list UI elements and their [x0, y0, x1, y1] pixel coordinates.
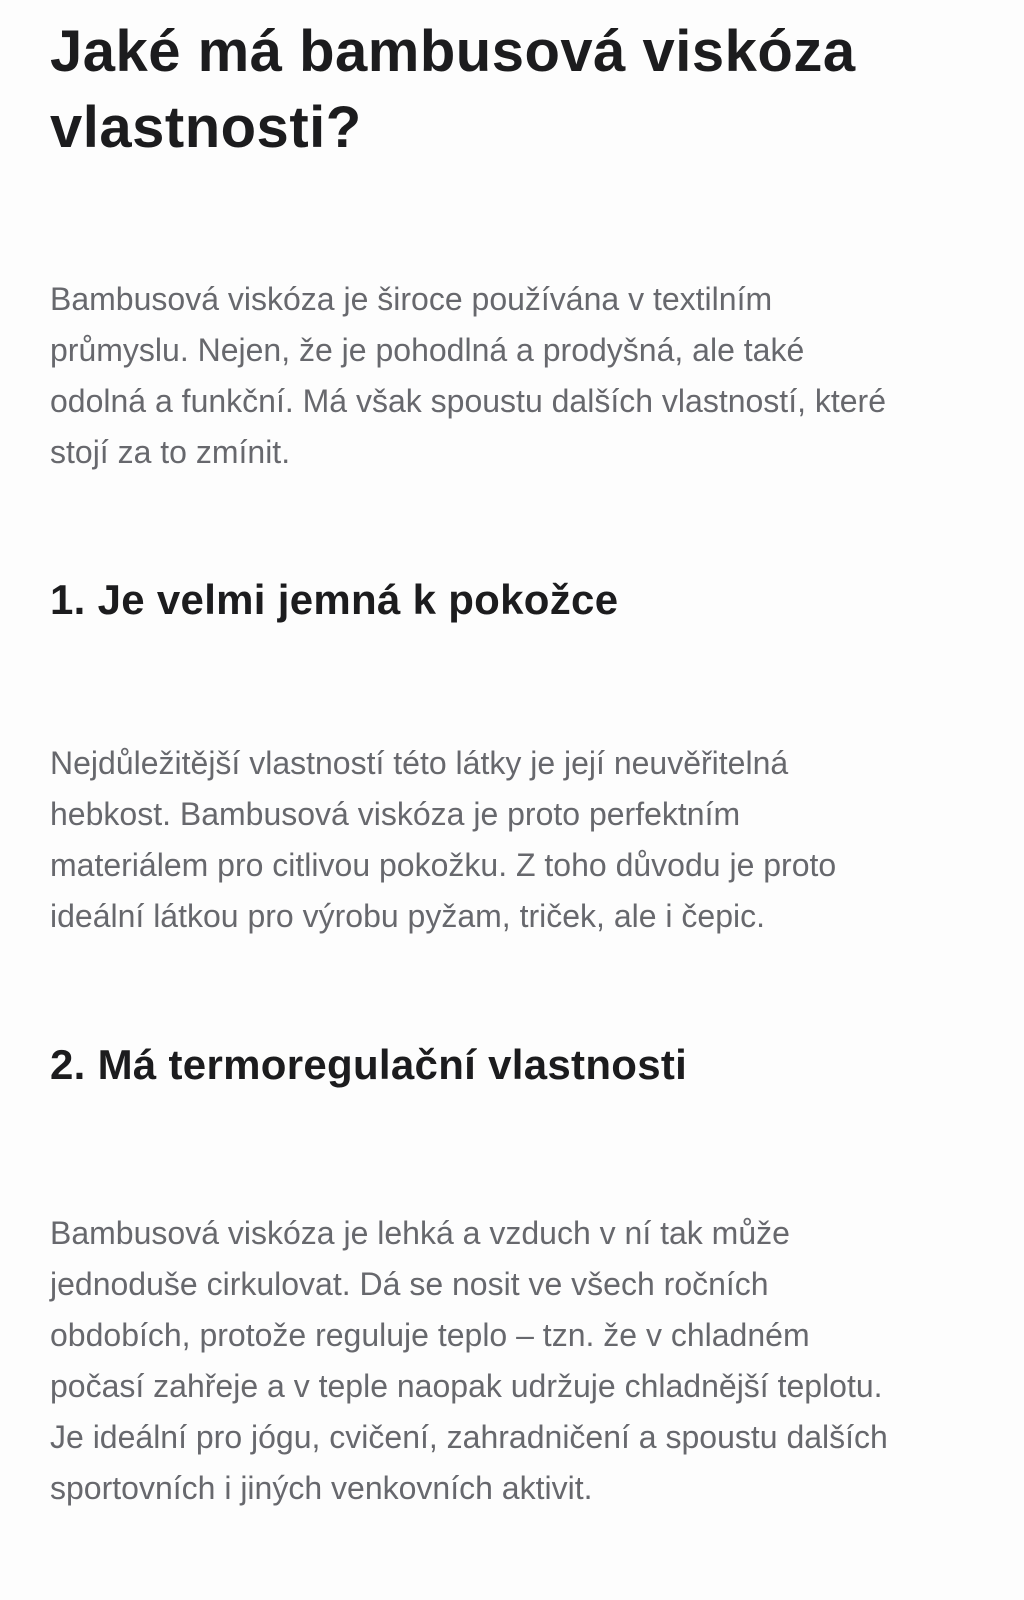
section-2-line-1: Bambusová viskóza je lehká a vzduch v ní tak může	[50, 1215, 790, 1251]
section-2-line-4: počasí zahřeje a v teple naopak udržuje chladnější teplotu.	[50, 1368, 883, 1404]
intro-line-3: odolná a funkční. Má však spoustu dalších vlastností, které	[50, 383, 886, 419]
intro-line-1: Bambusová viskóza je široce používána v textilním	[50, 281, 773, 317]
intro-paragraph	[50, 274, 984, 478]
intro-line-4: stojí za to zmínit.	[50, 434, 291, 470]
section-2-line-3: obdobích, protože reguluje teplo – tzn. že v chladném	[50, 1317, 810, 1353]
section-2-line-6: sportovních i jiných venkovních aktivit.	[50, 1470, 593, 1506]
section-heading-1: 1. Je velmi jemná k pokožce	[50, 576, 619, 623]
page-title-line-1: Jaké má bambusová viskóza	[50, 19, 856, 84]
page-title-line-2: vlastnosti?	[50, 95, 362, 160]
section-2-line-2: jednoduše cirkulovat. Dá se nosit ve všech ročních	[50, 1266, 769, 1302]
section-1-line-1: Nejdůležitější vlastností této látky je její neuvěřitelná	[50, 745, 789, 781]
section-2-line-5: Je ideální pro jógu, cvičení, zahradničení a spoustu dalších	[50, 1419, 888, 1455]
section-thermoregulation	[50, 1039, 984, 1514]
section-softness	[50, 574, 984, 942]
intro-line-2: průmyslu. Nejen, že je pohodlná a prodyšná, ale také	[50, 332, 805, 368]
page-title	[50, 14, 984, 166]
section-heading-2: 2. Má termoregulační vlastnosti	[50, 1041, 688, 1088]
section-1-line-3: materiálem pro citlivou pokožku. Z toho důvodu je proto	[50, 847, 837, 883]
section-1-line-2: hebkost. Bambusová viskóza je proto perfektním	[50, 796, 741, 832]
section-paragraph-1	[50, 738, 984, 942]
section-1-line-4: ideální látkou pro výrobu pyžam, triček, ale i čepic.	[50, 898, 765, 934]
section-paragraph-2	[50, 1208, 984, 1514]
